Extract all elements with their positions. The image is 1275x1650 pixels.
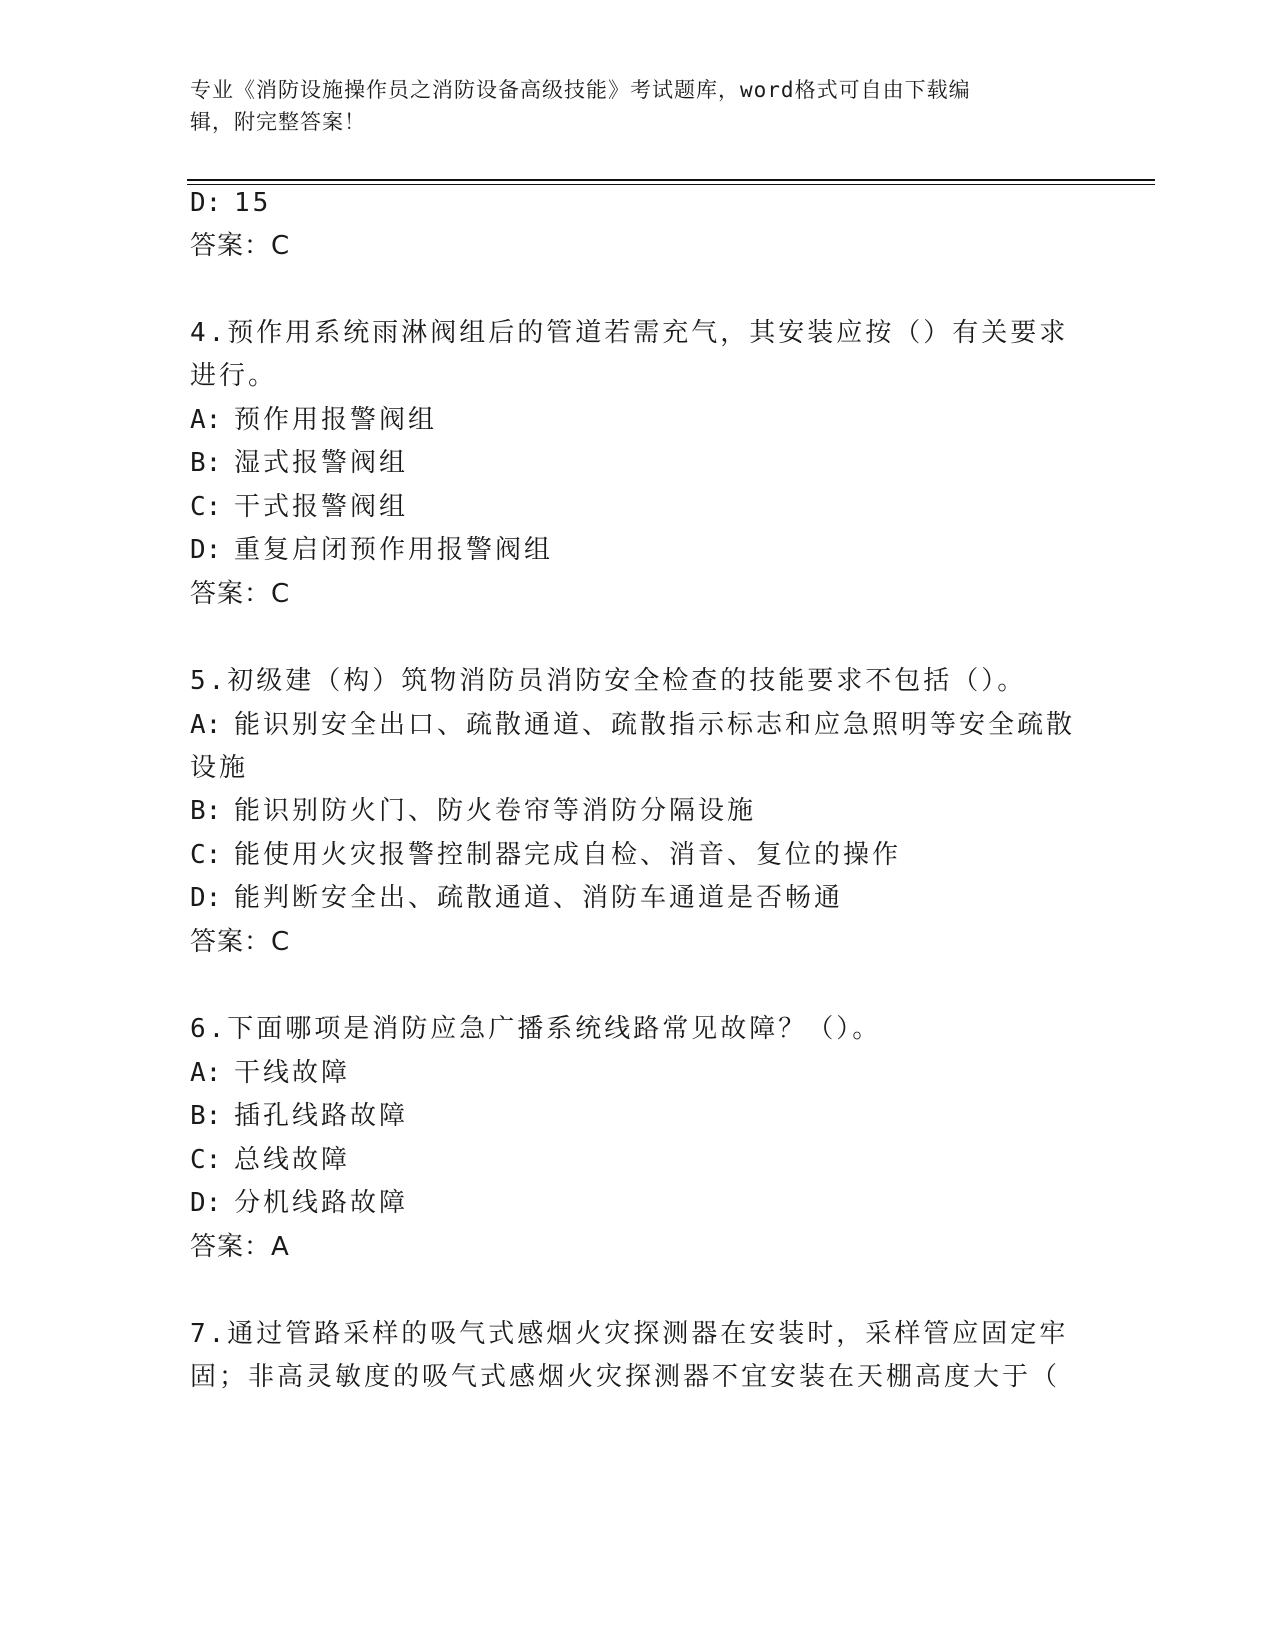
q5-option-b: B: 能识别防火门、防火卷帘等消防分隔设施: [190, 796, 757, 826]
q4-option-b: B: 湿式报警阀组: [190, 448, 409, 478]
document-header: [190, 74, 1090, 138]
q6-stem-line-1: 6.下面哪项是消防应急广播系统线路常见故障？（）。: [190, 1014, 882, 1044]
header-divider: [187, 179, 1155, 181]
q5-option-c: C: 能使用火灾报警控制器完成自检、消音、复位的操作: [190, 840, 902, 870]
q5-option-d: D: 能判断安全出、疏散通道、消防车通道是否畅通: [190, 883, 844, 913]
q6-option-c: C: 总线故障: [190, 1145, 351, 1175]
q5-answer: 答案：C: [190, 927, 291, 957]
q5-option-a-continued: 设施: [190, 753, 249, 783]
prev-answer: 答案：C: [190, 231, 291, 261]
q6-option-b: B: 插孔线路故障: [190, 1101, 409, 1131]
q4-option-d: D: 重复启闭预作用报警阀组: [190, 535, 554, 565]
q5-option-a: A: 能识别安全出口、疏散通道、疏散指示标志和应急照明等安全疏散: [190, 710, 1076, 740]
q4-stem-line-2: 进行。: [190, 361, 278, 391]
q4-option-c: C: 干式报警阀组: [190, 492, 409, 522]
q7-stem-line-1: 7.通过管路采样的吸气式感烟火灾探测器在安装时，采样管应固定牢: [190, 1319, 1069, 1349]
prev-option-d: D: 15: [190, 188, 272, 218]
q4-option-a: A: 预作用报警阀组: [190, 405, 438, 435]
q5-stem-line-1: 5.初级建（构）筑物消防员消防安全检查的技能要求不包括（）。: [190, 666, 1027, 696]
q4-stem-line-1: 4.预作用系统雨淋阀组后的管道若需充气，其安装应按（）有关要求: [190, 318, 1069, 348]
q6-option-a: A: 干线故障: [190, 1058, 351, 1088]
q6-answer: 答案：A: [190, 1232, 290, 1262]
q4-answer: 答案：C: [190, 579, 291, 609]
header-line-1: 专业《消防设施操作员之消防设备高级技能》考试题库，word格式可自由下载编: [190, 78, 971, 102]
q6-option-d: D: 分机线路故障: [190, 1188, 409, 1218]
header-divider-thin: [187, 184, 1155, 185]
q7-stem-line-2: 固；非高灵敏度的吸气式感烟火灾探测器不宜安装在天棚高度大于（: [190, 1362, 1061, 1392]
header-line-2: 辑，附完整答案！: [190, 110, 366, 134]
